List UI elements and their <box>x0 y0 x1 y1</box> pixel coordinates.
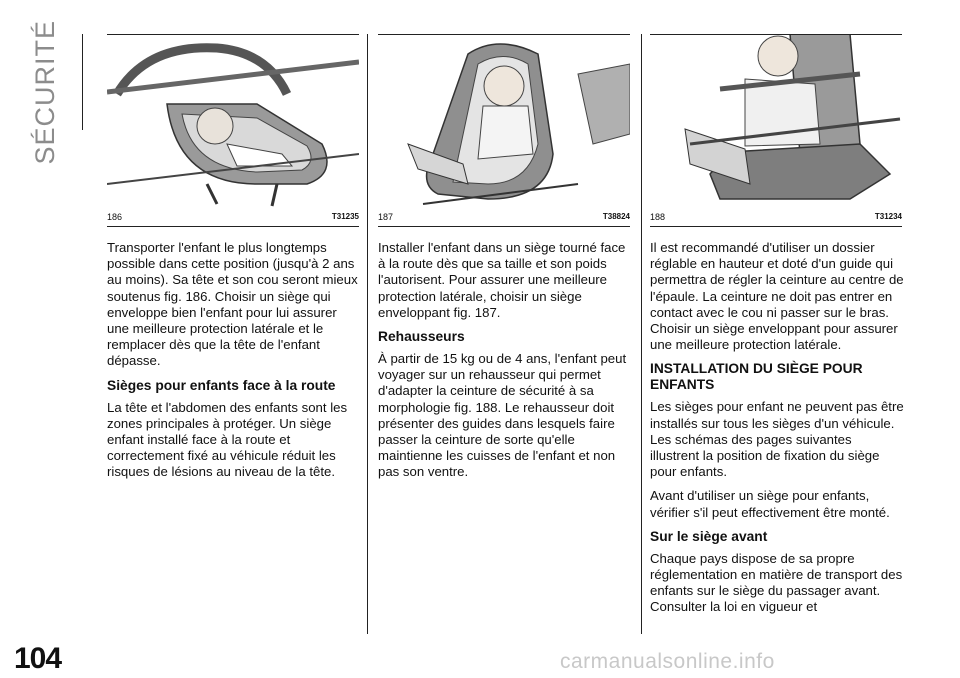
text-column-2 <box>378 240 632 489</box>
figure-187-caption <box>378 212 630 226</box>
paragraph: Chaque pays dispose de sa propre réglementation en matière de transport des enfants sur le siège du passager avant. Consulter la loi en vigueur et <box>650 550 903 615</box>
figure-186-rule <box>107 226 359 227</box>
sidebar-divider <box>82 34 83 130</box>
column-divider-2 <box>641 34 642 634</box>
paragraph: Installer l'enfant dans un siège tourné face à la route dès que sa taille et son poids l'autorisent. Pour assurer une meilleure protection latérale, choisir un siège enveloppant fig. 187. <box>378 240 626 320</box>
paragraph: Il est recommandé d'utiliser un dossier réglable en hauteur et doté d'un guide qui permettra de régler la ceinture au centre de l'épaule. La ceinture ne doit pas entrer en contact avec le cou ni passer sur le bras. Choisir un siège enveloppant pour assurer une meilleure protection latérale. <box>650 240 904 353</box>
figure-number: 188 <box>650 212 666 222</box>
paragraph: À partir de 15 kg ou de 4 ans, l'enfant peut voyager sur un rehausseur qui permet d'adapter la ceinture de sécurité à sa morphologie fig. 188. Le rehausseur doit présenter des guides dans lesquels faire passer la ceinture de sorte qu'elle maintienne les cuisses de l'enfant et non pas son ventre. <box>378 351 627 480</box>
paragraph: Transporter l'enfant le plus longtemps possible dans cette position (jusqu'à 2 ans au moins). Sa tête et son cou seront mieux soutenus fig. 186. Choisir un siège qui enveloppe bien l'enfant pour lui assurer une meilleure protection latérale et le remplacer dès que la tête de l'enfant dépasse. <box>107 240 358 369</box>
figure-188-caption <box>650 212 902 226</box>
figure-188 <box>650 34 902 210</box>
figure-number: 187 <box>378 212 394 222</box>
figure-186 <box>107 34 359 210</box>
subheading: Sièges pour enfants face à la route <box>107 377 336 393</box>
subheading: INSTALLATION DU SIÈGE POUR ENFANTS <box>650 361 863 393</box>
figure-number: 186 <box>107 212 123 222</box>
subheading: Rehausseurs <box>378 329 465 345</box>
text-column-3 <box>650 240 904 624</box>
watermark: carmanualsonline.info <box>560 650 775 673</box>
figure-187-rule <box>378 226 630 227</box>
subheading: Sur le siège avant <box>650 528 768 544</box>
figure-187 <box>378 34 630 210</box>
page-number: 104 <box>14 642 62 675</box>
paragraph: Avant d'utiliser un siège pour enfants, vérifier s'il peut effectivement être monté. <box>650 488 890 520</box>
figure-188-rule <box>650 226 902 227</box>
child-seat-forward-image <box>378 34 630 210</box>
paragraph: Les sièges pour enfant ne peuvent pas être installés sur tous les sièges d'un véhicule. Les schémas des pages suivantes illustrent la position de fixation du siège pour enfants. <box>650 399 904 480</box>
section-title: SÉCURITÉ <box>30 20 60 165</box>
infant-carrier-image <box>107 34 359 210</box>
figure-code: T38824 <box>602 212 630 221</box>
figure-187-top-rule <box>378 34 630 35</box>
figure-186-caption <box>107 212 359 226</box>
column-divider-1 <box>367 34 368 634</box>
figure-188-top-rule <box>650 34 902 35</box>
figure-186-top-rule <box>107 34 359 35</box>
text-column-1 <box>107 240 361 489</box>
figure-code: T31235 <box>331 212 359 221</box>
paragraph: La tête et l'abdomen des enfants sont les zones principales à protéger. Un siège enfant installé face à la route et correctement fixé au véhicule réduit les risques de lésions au niveau de la tête. <box>107 399 348 480</box>
figure-code: T31234 <box>874 212 902 221</box>
booster-seat-image <box>650 34 902 210</box>
